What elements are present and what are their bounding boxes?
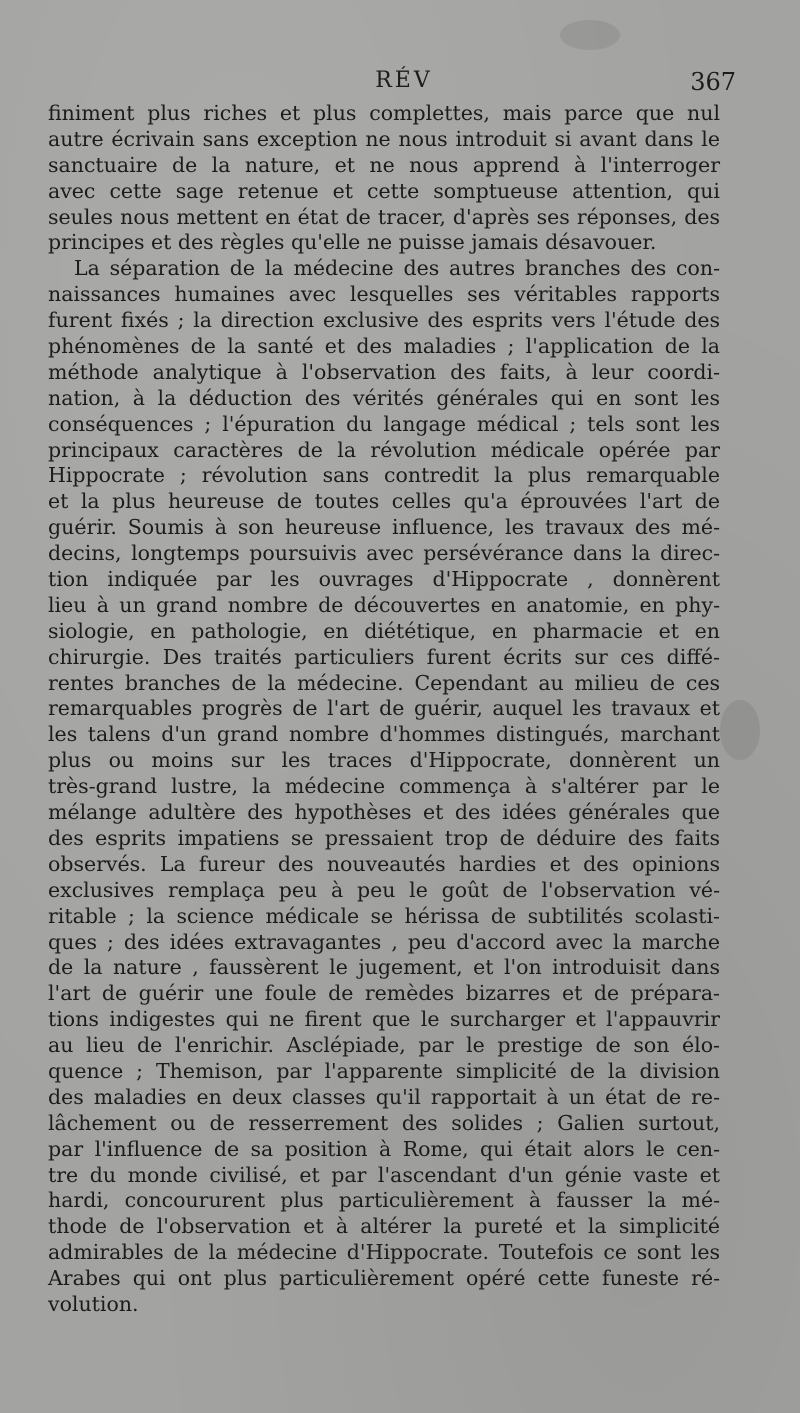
text-line: très-grand lustre, la médecine commença à s'altérer par le <box>48 774 720 799</box>
text-line: au lieu de l'enrichir. Asclépiade, par le prestige de son élo- <box>48 1033 720 1058</box>
text-line: quence ; Themison, par l'apparente simplicité de la division <box>48 1058 720 1083</box>
text-line: tion indiquée par les ouvrages d'Hippocrate , donnèrent <box>48 567 720 592</box>
text-line: exclusives remplaça peu à peu le goût de l'observation vé- <box>48 877 720 902</box>
text-line: de la nature , faussèrent le jugement, et l'on introduisit dans <box>48 955 720 980</box>
text-line: et la plus heureuse de toutes celles qu'a éprouvées l'art de <box>48 489 720 514</box>
text-line: decins, longtemps poursuivis avec persévérance dans la direc- <box>48 541 720 566</box>
text-line: Arabes qui ont plus particulièrement opéré cette funeste ré- <box>48 1266 720 1291</box>
text-line: siologie, en pathologie, en diététique, en pharmacie et en <box>48 618 720 643</box>
text-line: lieu à un grand nombre de découvertes en anatomie, en phy- <box>48 592 720 617</box>
text-line: méthode analytique à l'observation des faits, à leur coordi- <box>48 359 720 384</box>
text-line: Hippocrate ; révolution sans contredit la plus remarquable <box>48 463 720 488</box>
paragraph-first-line: La séparation de la médecine des autres branches des con- <box>74 256 720 281</box>
text-line: conséquences ; l'épuration du langage médical ; tels sont les <box>48 411 720 436</box>
text-line: principes et des règles qu'elle ne puisse jamais désavouer. <box>48 230 657 255</box>
page-number: 367 <box>690 68 736 96</box>
page-header <box>48 62 736 98</box>
text-line: nation, à la déduction des vérités générales qui en sont les <box>48 385 720 410</box>
text-line: ritable ; la science médicale se hérissa de subtilités scolasti- <box>48 903 720 928</box>
text-line: observés. La fureur des nouveautés hardies et des opinions <box>48 851 720 876</box>
text-line: admirables de la médecine d'Hippocrate. Toutefois ce sont les <box>48 1240 720 1265</box>
text-line: thode de l'observation et à altérer la pureté et la simplicité <box>48 1214 720 1239</box>
text-line: mélange adultère des hypothèses et des idées générales que <box>48 800 720 825</box>
text-line: tions indigestes qui ne firent que le surcharger et l'appauvrir <box>48 1007 720 1032</box>
text-line: guérir. Soumis à son heureuse influence, les travaux des mé- <box>48 515 720 540</box>
text-line: lâchement ou de resserrement des solides ; Galien surtout, <box>48 1110 720 1135</box>
text-line: l'art de guérir une foule de remèdes bizarres et de prépara- <box>48 981 720 1006</box>
text-line: plus ou moins sur les traces d'Hippocrate, donnèrent un <box>48 748 720 773</box>
paper-stain <box>560 20 620 50</box>
text-line: finiment plus riches et plus complettes, mais parce que nul <box>48 101 720 125</box>
text-line: naissances humaines avec lesquelles ses véritables rapports <box>48 282 720 307</box>
text-line: seules nous mettent en état de tracer, d'après ses réponses, des <box>48 204 720 229</box>
text-line: volution. <box>48 1291 139 1316</box>
text-line: des maladies en deux classes qu'il rapportait à un état de re- <box>48 1084 720 1109</box>
text-line: phénomènes de la santé et des maladies ; l'application de la <box>48 334 720 359</box>
text-line: principaux caractères de la révolution médicale opérée par <box>48 437 720 462</box>
text-line: hardi, concoururent plus particulièrement à fausser la mé- <box>48 1188 720 1213</box>
text-line: ques ; des idées extravagantes , peu d'accord avec la marche <box>48 929 720 954</box>
text-line: furent fixés ; la direction exclusive des esprits vers l'étude des <box>48 308 720 333</box>
running-head: RÉV <box>375 68 433 93</box>
text-line: les talens d'un grand nombre d'hommes distingués, marchant <box>48 722 720 747</box>
paper-stain <box>720 700 760 760</box>
text-line: remarquables progrès de l'art de guérir, auquel les travaux et <box>48 696 720 721</box>
text-line: chirurgie. Des traités particuliers furent écrits sur ces diffé- <box>48 644 720 669</box>
text-line: autre écrivain sans exception ne nous introduit si avant dans le <box>48 126 720 151</box>
text-line: sanctuaire de la nature, et ne nous apprend à l'interroger <box>48 152 720 177</box>
text-line: tre du monde civilisé, et par l'ascendant d'un génie vaste et <box>48 1162 720 1187</box>
text-line: par l'influence de sa position à Rome, qui était alors le cen- <box>48 1136 720 1161</box>
text-line: des esprits impatiens se pressaient trop de déduire des faits <box>48 825 720 850</box>
text-line: avec cette sage retenue et cette somptueuse attention, qui <box>48 178 720 203</box>
text-line: rentes branches de la médecine. Cependant au milieu de ces <box>48 670 720 695</box>
body-text <box>48 101 720 1318</box>
